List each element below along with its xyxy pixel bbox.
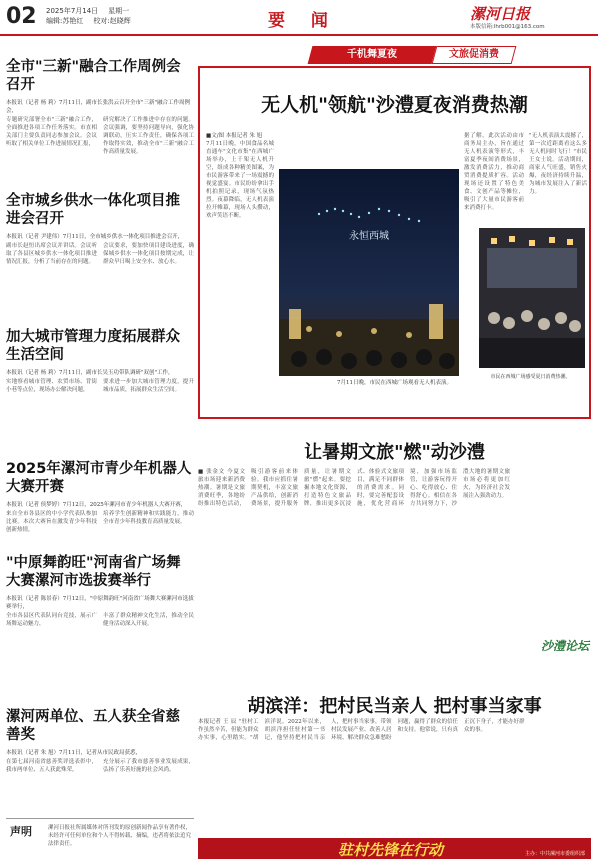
article-robot-contest <box>6 460 194 544</box>
article-text: 充分展示了我市慈善事业发展成果，弘扬了乐善好施的社会风尚。 <box>103 759 194 773</box>
article-title-summer-tourism[interactable]: 让暑期文旅"燃"动沙澧 <box>304 442 485 463</box>
photo-caption-small: 市民在西城广场感受夏日消费热潮。 <box>490 374 571 380</box>
article-charity-award <box>6 708 194 814</box>
feature-tag-drone: 千机舞夏夜 <box>308 46 437 64</box>
article-text: 研究解决了工作推进中存在的问题。会议强调，要坚持问题导向，强化协调联动，压实工作责任，确保各项工作取得实效，推动全市"三新"融合工作高质量发展。 <box>103 117 194 155</box>
article-title[interactable]: 全市"三新"融合工作周例会召开 <box>6 59 181 93</box>
photo-caption-main: 7月11日晚，市民在西城广场观看无人机表演。 <box>337 380 452 386</box>
article-city-management <box>6 328 194 408</box>
article-byline: 本报讯（记者 尹建伟）7月11日，全市城乡供水一体化项目推进会召开， <box>6 234 184 240</box>
village-vanguard-banner <box>198 838 591 859</box>
market-crowd-image <box>479 228 585 368</box>
article-byline: 本报讯（记者 侯梦婷）7月12日，2025年漯河市青少年机器人大赛开赛， <box>6 502 187 508</box>
feature-tag-tourism: 文旅促消费 <box>432 46 517 64</box>
article-village-secretary <box>198 718 591 838</box>
article-text: 丰富了群众精神文化生活，推动全民健身活动深入开展。 <box>103 613 194 627</box>
article-byline: 本报讯（记者 杨 莉）7月11日，副市长吴玉功带队调研"双创"工作， <box>6 370 174 376</box>
masthead-info <box>46 6 141 26</box>
article-summer-tourism <box>198 468 591 668</box>
article-text: 培养学生创新精神和实践能力，推动全市青少年科技教育高质量发展。 <box>103 511 194 525</box>
banner-sponsor: 主办：中共漯河市委组织部 <box>524 851 585 857</box>
article-byline: 本报记者 王 辰 <box>198 719 237 725</box>
feature-article-drone <box>198 66 591 419</box>
copyright-notice <box>6 818 194 856</box>
issue-weekday: 星期一 <box>108 7 130 15</box>
banner-title: 驻村先锋在行动 <box>338 841 444 859</box>
article-text: 全市各县区代表队同台竞技，展示广场舞运动魅力， <box>6 613 97 627</box>
issue-date: 2025年7月14日 <box>46 7 99 15</box>
feature-text-col1: ■文/图 本报记者 朱 旭 7月11日晚，中国食品名城直通车"文化市集"在西城广场举办，上千架无人机升空，组成各种精美图案，为市民游客带来了一场震撼的视觉盛宴。市民纷纷拿出手机拍照记录，现场气氛热烈。夜幕降临，无人机表演拉开帷幕，现场人头攒动，欢声笑语不断。 <box>206 133 274 219</box>
section-title: 要 闻 <box>268 11 338 31</box>
drone-show-photo[interactable] <box>279 169 459 376</box>
article-title-village-secretary[interactable]: 胡滨洋：把村民当亲人 把村事当家事 <box>247 696 542 717</box>
notice-label: 声明 <box>10 825 32 838</box>
article-text: 来自全市各县区的中小学代表队参加比赛。本次大赛旨在激发青少年科技创新热情， <box>6 511 97 533</box>
column-label-forum: 沙澧论坛 <box>540 639 589 653</box>
feature-headline[interactable]: 无人机"领航"沙澧夏夜消费热潮 <box>261 94 528 116</box>
newspaper-logo: 漯河日报 <box>470 5 531 23</box>
article-text: 会议要求，要加快项目建设进度，确保城乡供水一体化项目按期完成，让群众早日喝上安全水、放心水。 <box>103 243 194 265</box>
article-text: 专题研究部署全市"三新"融合工作，全面推进各项工作任务落实。市直相关部门主要负责同志参加会议。会议听取了相关单位工作进展情况汇报， <box>6 117 97 147</box>
article-sanxin-meeting <box>6 58 194 155</box>
article-square-dance <box>6 554 194 702</box>
feature-text-col3: "无人机表演太震撼了，第一次近距离看这么多无人机同时飞行！"市民王女士说。活动期间，商家人气旺盛，销售火爆，夜经济持续升温，为城市发展注入了新活力。 <box>529 133 587 195</box>
masthead <box>0 0 598 36</box>
article-byline: ■ 张金文 <box>198 469 225 475</box>
editor-name: 编辑:苏艳红 <box>46 17 84 25</box>
proofreader-name: 校对:赵晓辉 <box>93 17 131 25</box>
drone-formation-text: 永恒西城 <box>349 231 389 242</box>
article-byline: 本报讯（记者 陈景春）7月12日，"中原舞韵旺"河南省广场舞大赛漯河市选拔赛举行， <box>6 596 194 610</box>
article-text: 要求进一步加大城市管理力度，提升城市品质，拓展群众生活空间。 <box>103 379 194 393</box>
article-byline: 本报讯（记者 朱 旭）7月11日，记者从市民政局获悉， <box>6 750 141 756</box>
article-text: ■ 张金文 今夏文旅市场迎来新消费热潮。暑期是文旅消费旺季，各地纷纷推出特色活动，吸引游客前来体验。我市应抓住暑期契机，丰富文旅产品供给，创新消费场景，提升服务质量，让暑期文旅"燃"起来。要挖掘本地文化资源，打造特色文旅品牌，推出更多沉浸式、体验式文旅项目，满足不同群体的消费需求。同时，要完善配套设施，优化营商环境，加强市场监管，让游客玩得开心、吃得放心、住得舒心。相信在各方共同努力下，沙澧大地的暑期文旅市场必将更加红火，为经济社会发展注入强劲动力。 <box>198 469 510 507</box>
article-title[interactable]: 加大城市管理力度拓展群众生活空间 <box>6 329 180 363</box>
feature-byline: ■文/图 本报记者 朱 旭 <box>206 133 263 139</box>
article-title[interactable]: 2025年漯河市青少年机器人大赛开赛 <box>6 461 192 495</box>
article-text: 实地察看城市管理、农贸市场、背街小巷等点位，现场办公解决问题， <box>6 379 97 393</box>
article-title[interactable]: 漯河两单位、五人获全省慈善奖 <box>6 709 180 743</box>
page-number: 02 <box>6 4 37 29</box>
market-crowd-photo[interactable] <box>479 228 585 368</box>
drone-show-image <box>279 169 459 376</box>
article-water-supply <box>6 192 194 322</box>
article-text: 在第七届河南省慈善奖评选表彰中，我市两单位、五人获此殊荣， <box>6 759 97 773</box>
article-title[interactable]: 全市城乡供水一体化项目推进会召开 <box>6 193 180 227</box>
newspaper-email: 本版信箱:lhrb001@163.com <box>470 24 545 30</box>
notice-text: 漯河日报社所属媒体对所刊发的原创新闻作品享有著作权，未经许可任何单位和个人不得转载、摘编，违者将依法追究法律责任。 <box>48 825 192 847</box>
article-byline: 本报讯（记者 杨 莉）7月11日，副市长张洪云召开全市"三新"融合工作周例会， <box>6 100 191 114</box>
article-text: 本报记者 王 辰 "驻村工作虽然辛苦，但能为群众办实事，心里踏实。"胡滨洋说。2022年以来，胡滨洋担任驻村第一书记，他坚持把村民当亲人，把村事当家事，带领村民发展产业、改善人居环境、解决群众急难愁盼问题，赢得了群众的信任和支持。他常说，只有真正沉下身子，才能办好群众的事。 <box>198 719 525 741</box>
article-title[interactable]: "中原舞韵旺"河南省广场舞大赛漯河市选拔赛举行 <box>6 555 181 589</box>
article-text: 副市长赵恒出席会议并讲话。会议听取了各县区城乡供水一体化项目推进情况汇报，分析了当前存在的问题。 <box>6 243 97 265</box>
feature-text-col2: 据了解，此次活动由市商务局主办，旨在通过无人机表演等形式，丰富夏季夜间消费场景，激发消费活力，推动商贸消费提质扩容。活动现场还设置了特色美食、文创产品等摊位，吸引了大量市民游客前来消费打卡。 <box>464 133 524 211</box>
